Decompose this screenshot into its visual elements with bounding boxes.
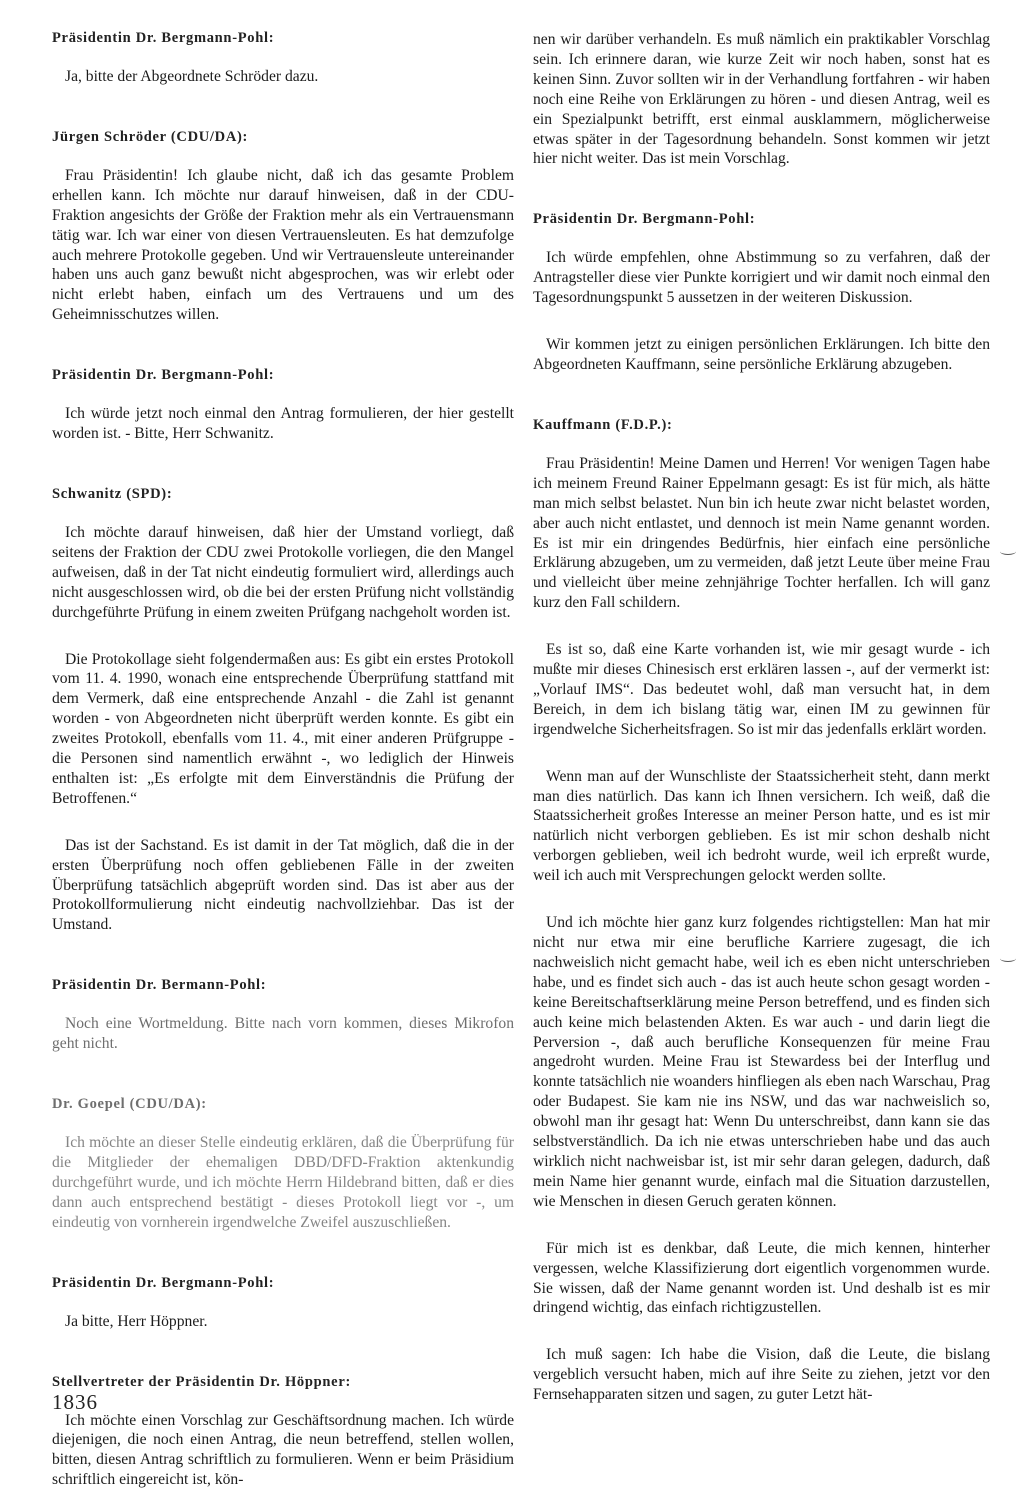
speech-paragraph: Ich würde jetzt noch einmal den Antrag formulieren, der hier gestellt worden ist. - Bitte, Herr Schwanitz.: [52, 405, 514, 443]
left-column: [52, 30, 514, 1490]
speech-paragraph: Es ist so, daß eine Karte vorhanden ist, wie mir gesagt wurde - ich mußte mir dieses Chinesisch erst erklären lassen -, auf der vermerkt ist: „Vorlauf IMS“. Das bedeutet wohl, daß man versucht hat, in dem Bereich, in dem ich bislang tätig war, einen IM zu gewinnen für irgendwelche Sicherheitsfragen. So ist mir das jedenfalls erklärt worden.: [533, 641, 990, 738]
speech-paragraph: Ja, bitte der Abgeordnete Schröder dazu.: [65, 68, 319, 85]
speech-paragraph: Ich möchte an dieser Stelle eindeutig erklären, daß die Überprüfung für die Mitglieder der ehemaligen DBD/DFD-Fraktion aktenkundig durchgeführt wurde, und ich möchte Herrn Hildebrand bitten, daß er dies dann auch entsprechend bestätigt - dieses Protokoll liegt vor -, um eindeutig von vornherein irgendwelche Zweifel auszuschließen.: [52, 1134, 514, 1231]
speech-block: [52, 30, 514, 87]
speech-block: [52, 1096, 514, 1233]
speech-paragraph: Frau Präsidentin! Ich glaube nicht, daß ich das gesamte Problem erhellen kann. Ich möchte nur darauf hinweisen, daß in der CDU-Fraktion angesichts der Größe der Fraktion mehr als ein Vertrauensmann tätig war. Ich war einer von diesen Vertrauensleuten. Es hat demzufolge auch mehrere Protokolle gegeben. Und wir Vertrauensleute untereinander haben uns auch ganz bewußt nicht abgesprochen, was wir erlebt oder nicht erlebt haben, einfach um des Vertrauens und um des Geheimnisschutzes willen.: [52, 166, 514, 324]
speech-paragraph: Noch eine Wortmeldung. Bitte nach vorn kommen, dieses Mikrofon geht nicht.: [52, 1015, 514, 1053]
speech-block: [52, 977, 514, 1054]
speech-paragraph: Für mich ist es denkbar, daß Leute, die mich kennen, hinterher vergessen, welche Klassifizierung dort eigentlich vorgenommen wurde. Sie wissen, daß der Name genannt worden ist. Und deshalb ist es mir dringend wichtig, das einfach richtigzustellen.: [533, 1239, 990, 1317]
speaker-name: Präsidentin Dr. Bergmann-Pohl:: [52, 1274, 275, 1291]
speaker-name: Jürgen Schröder (CDU/DA):: [52, 128, 249, 145]
speech-block: [52, 486, 514, 935]
speech-block: [533, 211, 990, 375]
speaker-name: Präsidentin Dr. Bergmann-Pohl:: [52, 367, 275, 384]
speech-block: [533, 417, 990, 1405]
speech-paragraph: Ich würde empfehlen, ohne Abstimmung so zu verfahren, daß der Antragsteller diese vier Punkte korrigiert und wir damit noch einmal den Tagesordnungspunkt 5 aussetzen in der weiteren Diskussion.: [533, 249, 990, 307]
speech-block: [52, 129, 514, 325]
speaker-name: Präsidentin Dr. Bergmann-Pohl:: [533, 211, 756, 228]
speech-paragraph: Wir kommen jetzt zu einigen persönlichen Erklärungen. Ich bitte den Abgeordneten Kauffmann, seine persönliche Erklärung abzugeben.: [533, 336, 990, 373]
speech-paragraph: Die Protokollage sieht folgendermaßen aus: Es gibt ein erstes Protokoll vom 11. 4. 1990, wonach eine entsprechende Überprüfung stattfand mit dem Vermerk, daß eine entsprechende Anzahl - die Zahl ist genannt worden - von Abgeordneten nicht überprüft werden konnte. Es gibt ein zweites Protokoll, ebenfalls vom 11. 4., mit einer anderen Prüfgruppe - die Personen sind namentlich erwähnt -, wo lediglich der Hinweis enthalten ist: „Es erfolgte mit dem Einverständnis die Prüfung der Betroffenen.“: [52, 650, 514, 807]
speech-paragraph: Wenn man auf der Wunschliste der Staatssicherheit steht, dann merkt man dies natürlich. Das kann ich Ihnen versichern. Ich weiß, daß die Staatssicherheit großes Interesse an meiner Person hatte, und es ist mir natürlich nicht verborgen geblieben. Es ist mir schon deshalb nicht verborgen geblieben, weil ich bedroht wurde, weil ich erpreßt wurde, weil ich auch mit Versprechungen gelockt werden sollte.: [533, 767, 990, 885]
speech-paragraph: Ich möchte darauf hinweisen, daß hier der Umstand vorliegt, daß seitens der Fraktion der CDU zwei Protokolle vorliegen, die den Mangel aufweisen, daß in der Tat nicht eindeutig formuliert wird, allerdings auch nicht ausgeschlossen wird, ob die bei der ersten Prüfung nicht vollständig durchgeführte Prüfung in einem zweiten Prüfgang nachgeholt worden ist.: [52, 523, 514, 621]
speech-paragraph: Ja bitte, Herr Höppner.: [65, 1312, 208, 1330]
speech-block: [52, 1275, 514, 1332]
speech-paragraph: Und ich möchte hier ganz kurz folgendes richtigstellen: Man hat mir nicht nur etwa mir eine berufliche Karriere zugesagt, die ich nachweislich nicht gemacht habe, weil ich es eben nicht unterschrieben habe, und es findet sich auch - das ist auch heute schon gesagt worden - keine Bereitschaftserklärung meine Person betreffend, und es finden sich auch keine mich belastenden Akten. Es war auch - und darin liegt die Perversion -, daß auch berufliche Konsequenzen für meine Frau angedroht wurden. Meine Frau ist Stewardess bei der Interflug und konnte tatsächlich nie woanders hinfliegen als eben nach Warschau, Prag oder Budapest. Sie kam nie ins NSW, und das war nachweislich so, obwohl man ihr gesagt hat: Wenn Du unterschreibst, dann kann sie das selbstverständlich. Da ich nie etwas unterschrieben habe und das auch wirklich nicht nachweisbar ist, ist mir sehr daran gelegen, dadurch, daß mein Name hier genannt wurde, einfach mal die Situation darzustellen, wie Menschen in diesen Geruch geraten können.: [533, 914, 990, 1210]
speaker-name: Kauffmann (F.D.P.):: [533, 416, 673, 433]
margin-mark: [1000, 955, 1016, 962]
speech-block: [533, 30, 990, 169]
speaker-name: Präsidentin Dr. Bermann-Pohl:: [52, 977, 267, 994]
page-number: 1836: [52, 1390, 98, 1414]
speech-paragraph-continued: nen wir darüber verhandeln. Es muß nämlich ein praktikabler Vorschlag sein. Ich erinnere daran, wie kurze Zeit wir noch haben, sonst hat es keinen Sinn. Zuvor sollten wir in der Verhandlung fortfahren - wir haben noch eine Reihe von Erklärungen zu hören - und diesen Antrag, weil es ein Spezialpunkt betrifft, erst einmal ausklammern, möglicherweise etwas später in der Tagesordnung behandeln. Sonst kommen wir jetzt hier nicht weiter. Das ist mein Vorschlag.: [533, 31, 990, 168]
speaker-name: Präsidentin Dr. Bergmann-Pohl:: [52, 30, 275, 46]
speech-paragraph: Ich möchte einen Vorschlag zur Geschäftsordnung machen. Ich würde diejenigen, die noch einen Antrag, die neun betreffend, stellen wollen, bitten, diesen Antrag schriftlich zu formulieren. Wenn er beim Präsidium schriftlich eingereicht ist, kön-: [52, 1411, 514, 1489]
speech-paragraph: Ich muß sagen: Ich habe die Vision, daß die Leute, die bislang vergeblich versucht haben, mich auf ihre Seite zu ziehen, jetzt vor den Fernsehapparaten sitzen und sagen, zu guter Letzt hät-: [533, 1346, 990, 1404]
speech-block: [52, 367, 514, 444]
speaker-name: Stellvertreter der Präsidentin Dr. Höppner:: [52, 1373, 351, 1390]
speech-paragraph: Frau Präsidentin! Meine Damen und Herren! Vor wenigen Tagen habe ich meinem Freund Rainer Eppelmann gesagt: Es ist für mich, als hätte man mich selbst belastet. Nun bin ich heute zwar nicht belastet worden, aber auch nicht entlastet, und dennoch ist mein Name genannt worden. Es ist mir ein dringendes Bedürfnis, hier einfach eine persönliche Erklärung abzugeben, um zu vermeiden, daß jetzt Leute über meine Frau und vielleicht über meine zehnjährige Tochter herfallen. Ich will ganz kurz den Fall schildern.: [533, 454, 990, 612]
speaker-name: Dr. Goepel (CDU/DA):: [52, 1096, 207, 1113]
speech-paragraph: Das ist der Sachstand. Es ist damit in der Tat möglich, daß die in der ersten Überprüfung noch offen gebliebenen Fälle in der zweiten Überprüfung tatsächlich abgeprüft worden sind. Das ist aber aus der Protokollformulierung nicht eindeutig nachvollziehbar. Das ist der Umstand.: [52, 836, 514, 934]
speaker-name: Schwanitz (SPD):: [52, 485, 173, 502]
speech-block: [52, 1374, 514, 1490]
right-column: [533, 30, 990, 1405]
margin-mark: [1000, 548, 1016, 555]
